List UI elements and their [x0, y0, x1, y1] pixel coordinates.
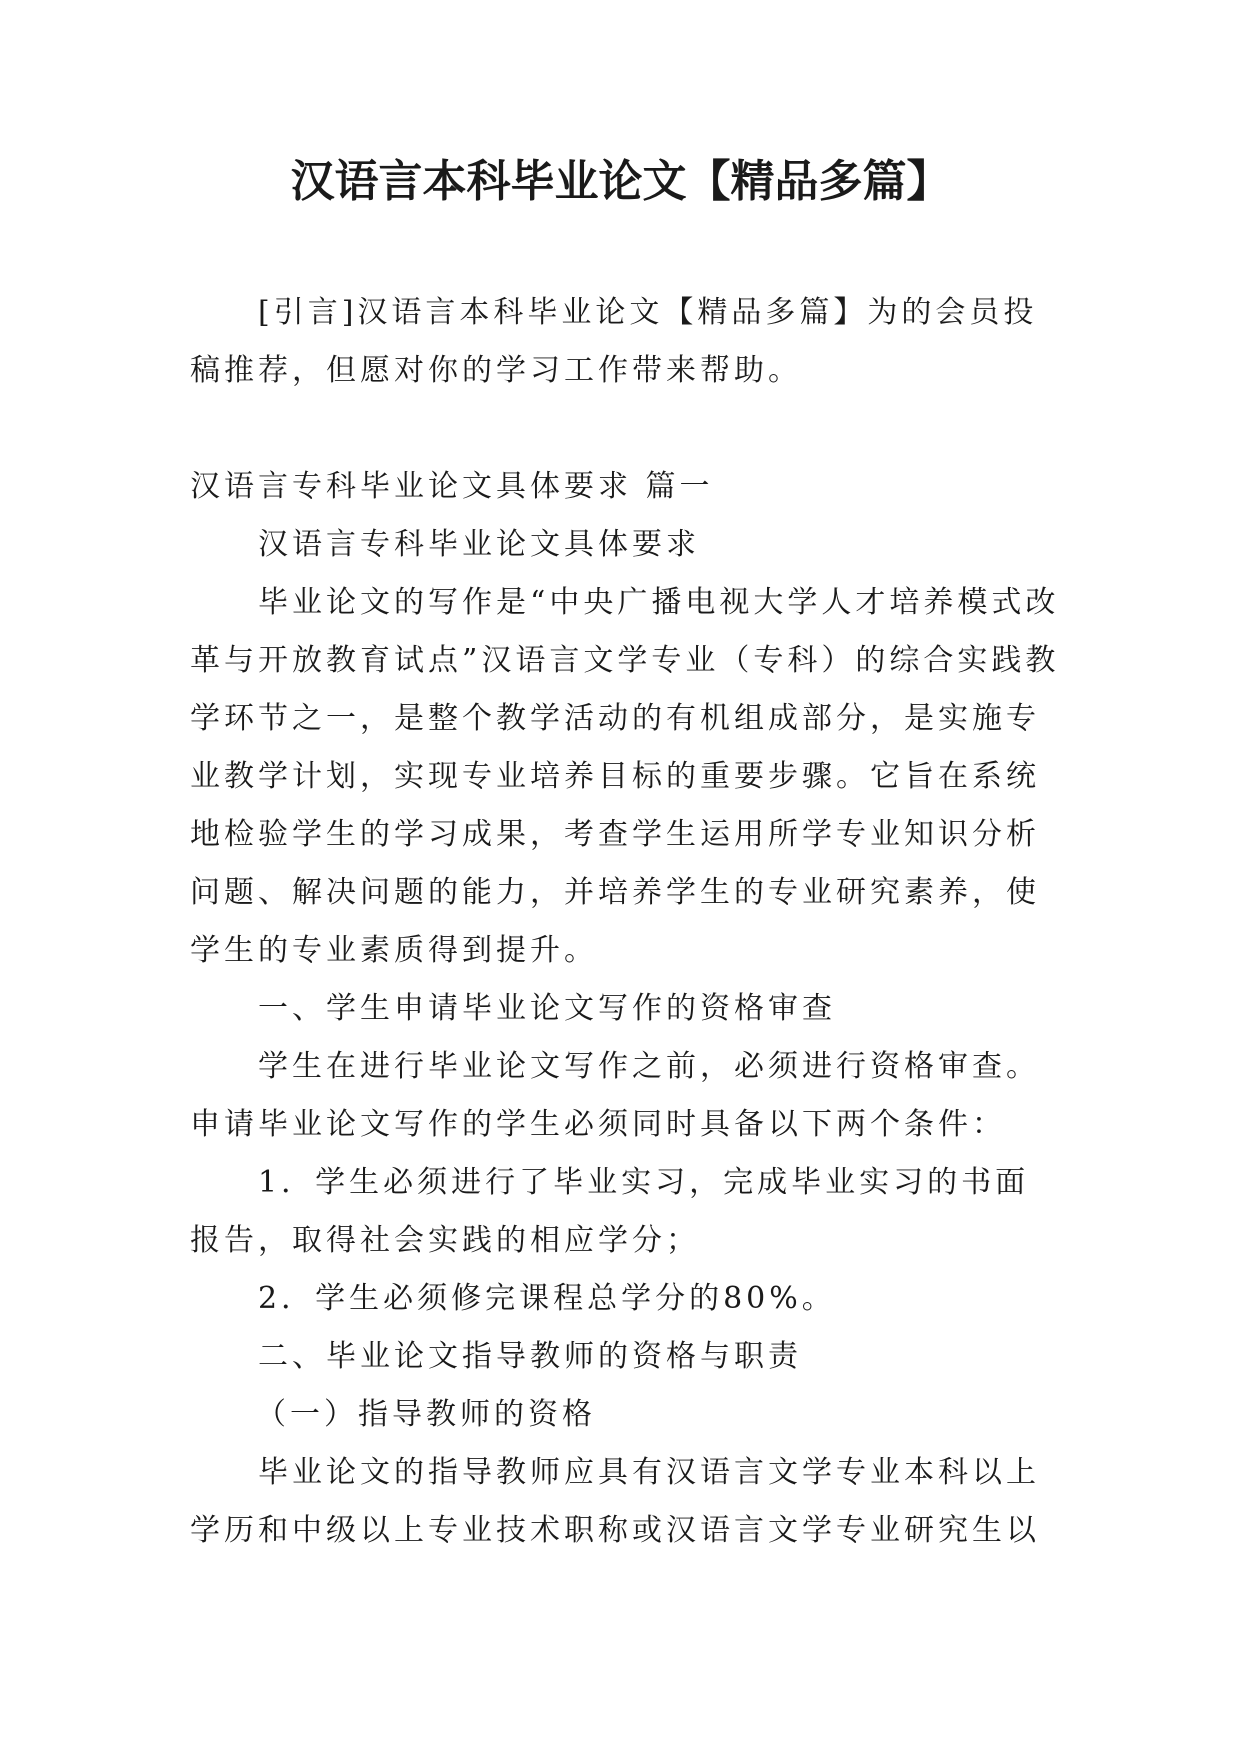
section-heading: 汉语言专科毕业论文具体要求 篇一 — [190, 469, 714, 504]
paragraph-advisor-requirements: 毕业论文的指导教师应具有汉语言文学专业本科以上学历和中级以上专业技术职称或汉语言文学专业研究生以 — [190, 1455, 1040, 1548]
heading-qualification-review: 一、学生申请毕业论文写作的资格审查 — [258, 991, 836, 1026]
paragraph-purpose: 毕业论文的写作是“中央广播电视大学人才培养模式改革与开放教育试点”汉语言文学专业（专科）的综合实践教学环节之一，是整个教学活动的有机组成部分，是实施专业教学计划，实现专业培养目标的重要步骤。它旨在系统地检验学生的学习成果，考查学生运用所学专业知识分析问题、解决问题的能力，并培养学生的专业研究素养，使学生的专业素质得到提升。 — [190, 585, 1060, 968]
list-item-condition-2: 2．学生必须修完课程总学分的80%。 — [258, 1281, 836, 1316]
main-content — [190, 458, 1060, 1560]
document-title: 汉语言本科毕业论文【精品多篇】 — [290, 156, 951, 207]
list-item-condition-1: 1．学生必须进行了毕业实习，完成毕业实习的书面报告，取得社会实践的相应学分； — [190, 1165, 1030, 1258]
intro-block — [190, 284, 1060, 400]
paragraph-subtitle: 汉语言专科毕业论文具体要求 — [258, 527, 700, 562]
heading-advisor-qualifications: 二、毕业论文指导教师的资格与职责 — [258, 1339, 802, 1374]
paragraph-qualification-conditions: 学生在进行毕业论文写作之前，必须进行资格审查。申请毕业论文写作的学生必须同时具备以下两个条件： — [190, 1049, 1040, 1142]
subheading-advisor-qualification: （一）指导教师的资格 — [256, 1397, 596, 1432]
intro-paragraph: [引言]汉语言本科毕业论文【精品多篇】为的会员投稿推荐，但愿对你的学习工作带来帮助。 — [190, 295, 1038, 388]
